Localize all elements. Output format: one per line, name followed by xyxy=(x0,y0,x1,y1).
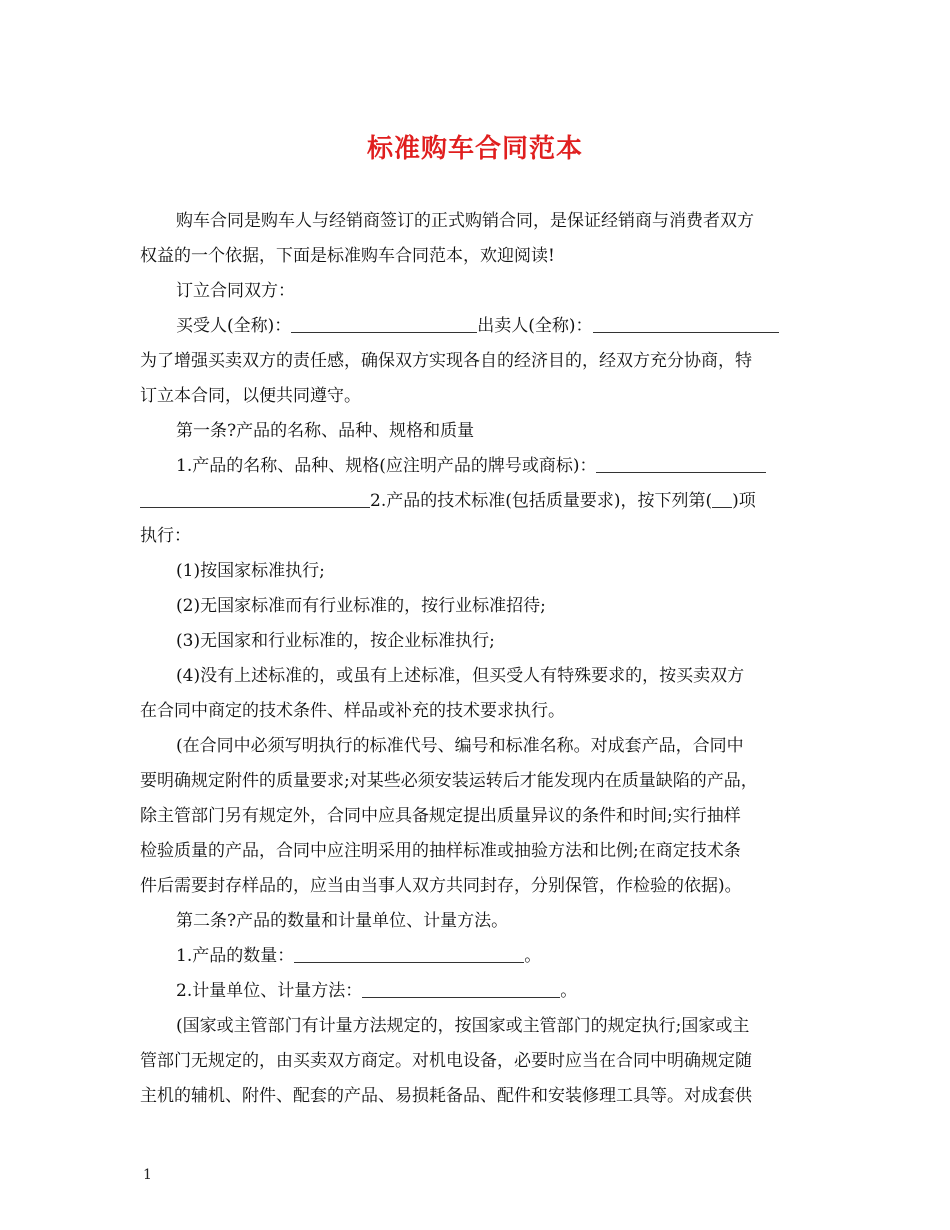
paragraph-line: 件后需要封存样品的，应当由当事人双方共同封存，分别保管，作检验的依据)。 xyxy=(140,876,742,896)
list-item: (2)无国家标准而有行业标准的，按行业标准招待; xyxy=(176,596,546,616)
paragraph-line: 主机的辅机、附件、配套的产品、易损耗备品、配件和安装修理工具等。对成套供 xyxy=(140,1086,752,1106)
unit-line xyxy=(176,980,856,1002)
item1-label: 1.产品的名称、品种、规格(应注明产品的牌号或商标)： xyxy=(176,456,597,476)
paragraph-line: 为了增强买卖双方的责任感，确保双方实现各自的经济目的，经双方充分协商，特 xyxy=(140,351,752,371)
paragraph-line: (国家或主管部门有计量方法规定的，按国家或主管部门的规定执行;国家或主 xyxy=(176,1016,750,1036)
paragraph-line: (在合同中必须写明执行的标准代号、编号和标准名称。对成套产品，合同中 xyxy=(176,736,744,756)
unit-blank[interactable] xyxy=(362,981,560,998)
section-heading: 第一条?产品的名称、品种、规格和质量 xyxy=(176,421,475,441)
list-item: (3)无国家和行业标准的，按企业标准执行; xyxy=(176,631,495,651)
page-number: 1 xyxy=(143,1167,152,1183)
unit-label: 2.计量单位、计量方法： xyxy=(176,981,363,1001)
paragraph-line: 订立本合同，以便共同遵守。 xyxy=(140,386,361,406)
list-item: (1)按国家标准执行; xyxy=(176,561,325,581)
paragraph-line: 执行： xyxy=(140,526,191,546)
paragraph-line: 管部门无规定的，由买卖双方商定。对机电设备，必要时应当在合同中明确规定随 xyxy=(140,1051,752,1071)
paragraph-line: 购车合同是购车人与经销商签订的正式购销合同，是保证经销商与消费者双方 xyxy=(176,211,754,231)
paragraph-line: 要明确规定附件的质量要求;对某些必须安装运转后才能发现内在质量缺陷的产品， xyxy=(140,771,758,791)
paragraph-line: 订立合同双方： xyxy=(176,281,295,301)
buyer-blank[interactable] xyxy=(291,316,477,333)
paragraph-line: 除主管部门另有规定外，合同中应具备规定提出质量异议的条件和时间;实行抽样 xyxy=(140,806,741,826)
quantity-label: 1.产品的数量： xyxy=(176,946,295,966)
paragraph-line: 在合同中商定的技术条件、样品或补充的技术要求执行。 xyxy=(140,701,565,721)
document-title: 标准购车合同范本 xyxy=(366,134,583,164)
paragraph-line: 检验质量的产品，合同中应注明采用的抽样标准或抽验方法和比例;在商定技术条 xyxy=(140,841,741,861)
item1-blank[interactable] xyxy=(596,456,766,473)
item2-end: )项 xyxy=(732,491,756,511)
paragraph-line: 权益的一个依据，下面是标准购车合同范本，欢迎阅读! xyxy=(140,246,555,266)
item1-blank-continued[interactable] xyxy=(140,491,370,508)
quantity-end: 。 xyxy=(524,946,542,966)
item1-line xyxy=(176,455,856,477)
item2-line xyxy=(140,490,820,512)
unit-end: 。 xyxy=(560,981,578,1001)
list-item: (4)没有上述标准的，或虽有上述标准，但买受人有特殊要求的，按买卖双方 xyxy=(176,666,745,686)
seller-blank[interactable] xyxy=(593,316,779,333)
quantity-blank[interactable] xyxy=(294,946,524,963)
seller-label: 出卖人(全称)： xyxy=(477,316,593,336)
item2-blank[interactable] xyxy=(712,491,732,508)
item2-text: 2.产品的技术标准(包括质量要求)，按下列第( xyxy=(370,491,713,511)
quantity-line xyxy=(176,945,856,967)
section-heading: 第二条?产品的数量和计量单位、计量方法。 xyxy=(176,911,509,931)
parties-line xyxy=(176,315,856,337)
buyer-label: 买受人(全称)： xyxy=(176,316,292,336)
